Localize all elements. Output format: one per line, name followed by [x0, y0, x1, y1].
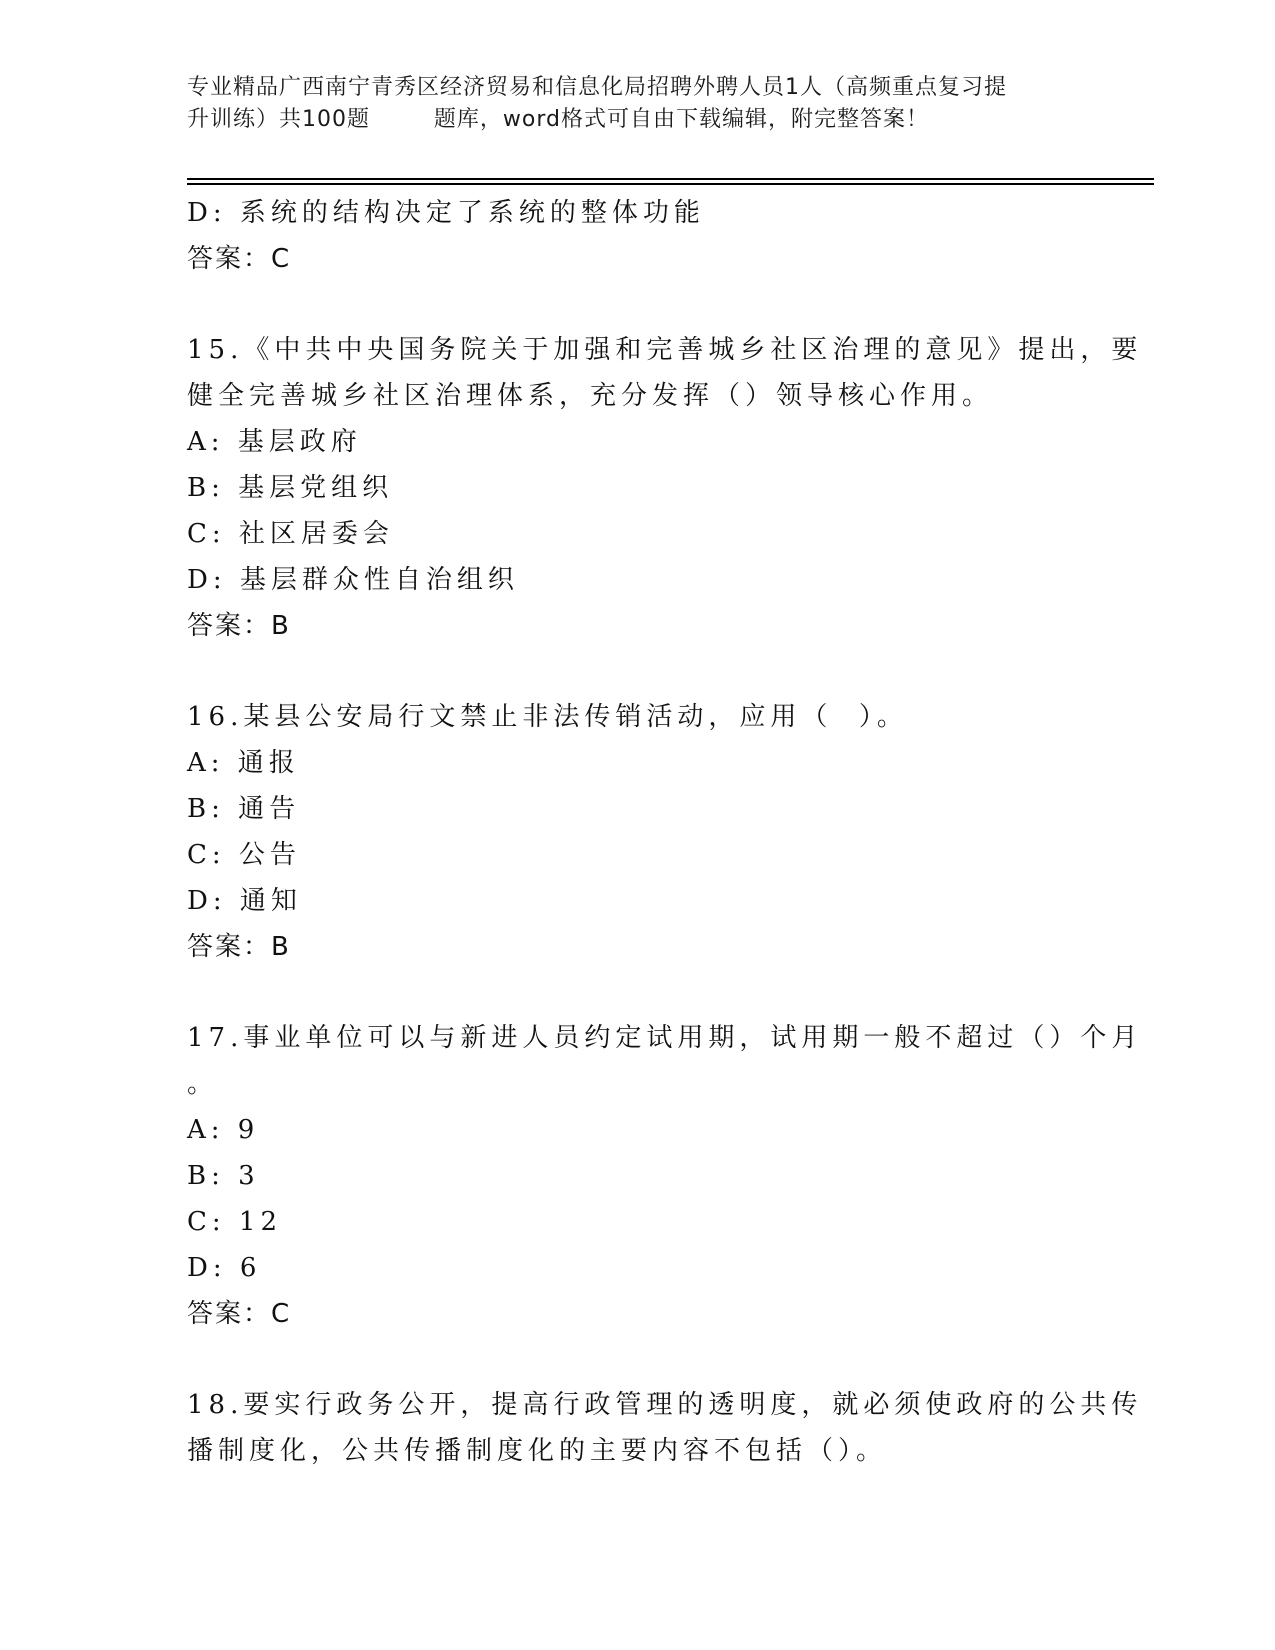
- option-d: D: 基层群众性自治组织: [187, 565, 519, 595]
- answer-line: 答案：B: [187, 611, 291, 641]
- question-14-tail: [187, 190, 1087, 282]
- spacer: [187, 282, 1087, 327]
- option-b: B: 基层党组织: [187, 473, 394, 503]
- question-stem-line-1: 16.某县公安局行文禁止非法传销活动，应用（ ）。: [187, 702, 908, 732]
- question-stem-line-1: 18.要实行政务公开，提高行政管理的透明度，就必须使政府的公共传: [187, 1390, 1143, 1420]
- answer-line: 答案：C: [187, 1299, 292, 1329]
- option-d: D: 通知: [187, 886, 302, 916]
- question-stem-line-2: 。: [187, 1069, 219, 1099]
- spacer: [187, 970, 1087, 1015]
- option-a: A: 通报: [187, 748, 300, 778]
- header-rule-top: [187, 178, 1154, 180]
- option-c: C: 公告: [187, 840, 301, 870]
- document-header: [187, 72, 1087, 136]
- option-a: A: 9: [187, 1115, 260, 1145]
- answer-line: 答案：C: [187, 244, 292, 274]
- option-d: D: 6: [187, 1253, 262, 1283]
- spacer: [187, 649, 1087, 694]
- header-rule-bottom: [187, 183, 1154, 185]
- question-stem-line-2: 播制度化，公共传播制度化的主要内容不包括（）。: [187, 1436, 888, 1466]
- option-b: B: 3: [187, 1161, 260, 1191]
- option-d: D: 系统的结构决定了系统的整体功能: [187, 198, 705, 228]
- option-b: B: 通告: [187, 794, 301, 824]
- question-list: [187, 190, 1143, 1474]
- option-a: A: 基层政府: [187, 427, 362, 457]
- header-title-line-1: 专业精品广西南宁青秀区经济贸易和信息化局招聘外聘人员1人（高频重点复习提: [187, 75, 1007, 100]
- question-17: [187, 1015, 1143, 1337]
- question-15: [187, 327, 1143, 649]
- spacer: [187, 1337, 1087, 1382]
- question-stem-line-2: 健全完善城乡社区治理体系，充分发挥（）领导核心作用。: [187, 381, 994, 411]
- question-stem-line-1: 17.事业单位可以与新进人员约定试用期，试用期一般不超过（）个月: [187, 1023, 1143, 1053]
- answer-line: 答案：B: [187, 932, 291, 962]
- question-16: [187, 694, 1087, 970]
- option-c: C: 12: [187, 1207, 283, 1237]
- header-title-line-2: 升训练）共100题 题库，word格式可自由下载编辑，附完整答案！: [187, 107, 930, 132]
- question-stem-line-1: 15.《中共中央国务院关于加强和完善城乡社区治理的意见》提出，要: [187, 335, 1143, 365]
- question-18: [187, 1382, 1143, 1474]
- option-c: C: 社区居委会: [187, 519, 394, 549]
